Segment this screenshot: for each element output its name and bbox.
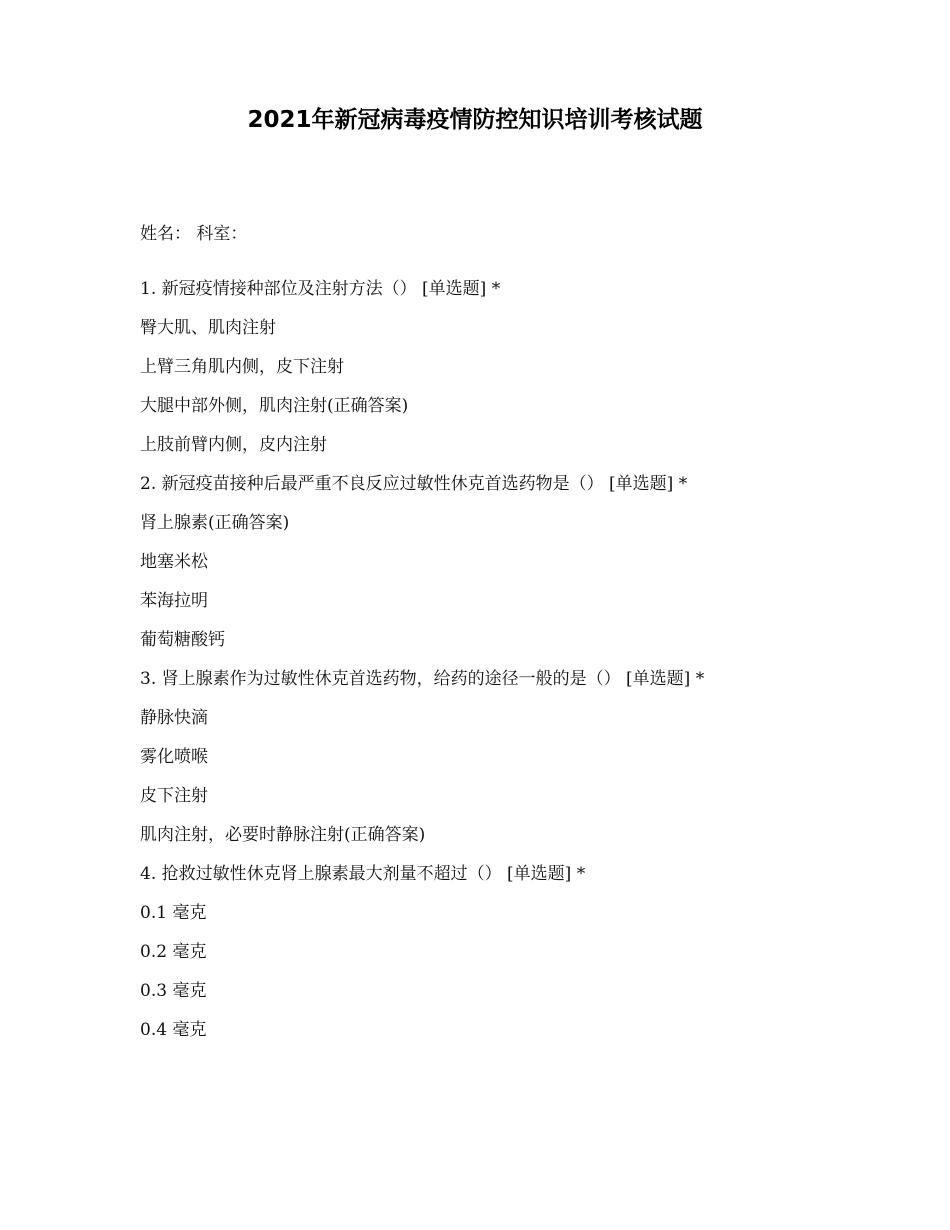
- option-a: 肾上腺素(正确答案): [140, 513, 290, 533]
- question-text: 2. 新冠疫苗接种后最严重不良反应过敏性休克首选药物是（） [单选题] *: [140, 474, 688, 494]
- option-c: 皮下注射: [140, 786, 208, 806]
- document-body: [140, 222, 880, 1056]
- question-text: 1. 新冠疫情接种部位及注射方法（） [单选题] *: [140, 279, 501, 299]
- question-1: [140, 277, 880, 457]
- question-text: 3. 肾上腺素作为过敏性休克首选药物，给药的途径一般的是（） [单选题] *: [140, 669, 705, 689]
- option-b: 地塞米松: [140, 552, 208, 572]
- name-department-line: 姓名： 科室：: [140, 224, 248, 244]
- option-d: 0.4 毫克: [140, 1020, 207, 1040]
- option-b: 上臂三角肌内侧，皮下注射: [140, 357, 344, 377]
- option-d: 肌肉注射，必要时静脉注射(正确答案): [140, 825, 426, 845]
- question-2: [140, 472, 880, 652]
- option-b: 0.2 毫克: [140, 942, 207, 962]
- option-c: 大腿中部外侧，肌肉注射(正确答案): [140, 396, 409, 416]
- option-d: 上肢前臂内侧，皮内注射: [140, 435, 327, 455]
- option-a: 臀大肌、肌肉注射: [140, 318, 276, 338]
- option-c: 苯海拉明: [140, 591, 208, 611]
- question-4: [140, 862, 880, 1042]
- option-b: 雾化喷喉: [140, 747, 208, 767]
- option-a: 0.1 毫克: [140, 903, 207, 923]
- option-c: 0.3 毫克: [140, 981, 207, 1001]
- question-3: [140, 667, 880, 847]
- option-a: 静脉快滴: [140, 708, 208, 728]
- question-text: 4. 抢救过敏性休克肾上腺素最大剂量不超过（） [单选题] *: [140, 864, 586, 884]
- option-d: 葡萄糖酸钙: [140, 630, 225, 650]
- document-title: 2021年新冠病毒疫情防控知识培训考核试题: [247, 107, 703, 133]
